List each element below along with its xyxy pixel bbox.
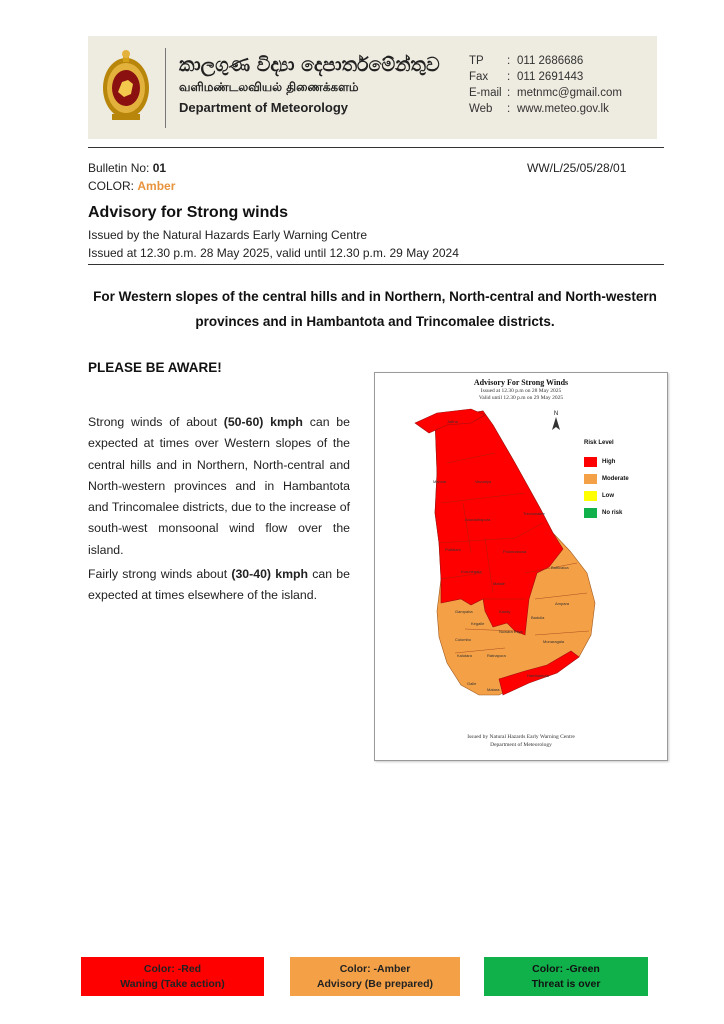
color-key-meaning: Waning (Take action) <box>120 978 225 990</box>
map-valid-line: Valid until 12.30 p.m on 29 May 2025 <box>478 395 564 401</box>
district-label: Polonnaruwa <box>503 549 527 554</box>
color-key-red <box>81 957 264 996</box>
legend-swatch <box>584 508 597 518</box>
contact-value: 011 2686686 <box>517 55 584 67</box>
advisory-title: Advisory for Strong winds <box>88 204 289 221</box>
contact-separator: : <box>507 71 511 83</box>
affected-areas-headline: For Western slopes of the central hills and in Northern, North-central and North-western provinces and in Hambantota and Trincomalee districts. <box>93 289 657 329</box>
color-key-label: Color: -Green <box>532 963 600 975</box>
map-title: Advisory For Strong Winds <box>473 378 569 387</box>
legend-item-moderate <box>584 470 629 487</box>
bulletin-number <box>88 161 166 175</box>
bulletin-number-value: 01 <box>152 161 167 175</box>
department-name-english: Department of Meteorology <box>179 100 349 115</box>
sri-lanka-map <box>375 373 669 762</box>
district-label: Colombo <box>455 637 472 642</box>
department-name-tamil: வளிமண்டலவியல் திணைக்களம் <box>179 80 359 94</box>
district-label: Matara <box>487 687 500 692</box>
district-label: Ampara <box>555 601 570 606</box>
district-label: Monaragala <box>543 639 565 644</box>
contact-key: Web <box>469 103 493 115</box>
map-issued-line: Issued at 12.30 p.m on 28 May 2025 <box>480 388 562 394</box>
contact-key: TP <box>469 55 484 67</box>
wind-speed-strong: (50-60) kmph <box>223 415 303 429</box>
advisory-paragraph-1 <box>88 412 350 561</box>
contact-key: E-mail <box>469 87 502 99</box>
district-label: Vavuniya <box>475 479 492 484</box>
contact-web <box>469 101 622 117</box>
contact-key: Fax <box>469 71 489 83</box>
legend-swatch <box>584 491 597 501</box>
advisory-validity: Issued at 12.30 p.m. 28 May 2025, valid until 12.30 p.m. 29 May 2024 <box>88 246 459 260</box>
district-label: Kegalle <box>471 621 485 626</box>
letterhead <box>88 36 657 139</box>
color-key-amber <box>290 957 460 996</box>
paragraph-text: can be expected at times over Western slopes of the central hills and in Northern, North-central and North-western provinces and in Hambantota and Trincomalee districts, due to the increase of south-west monsoonal wind flow over the island. <box>88 415 350 557</box>
map-footer-issuer: Issued by Natural Hazards Early Warning Centre <box>467 734 575 740</box>
letterhead-divider <box>165 48 166 128</box>
district-label: Matale <box>493 581 506 586</box>
legend-title: Risk Level <box>584 440 614 446</box>
bulletin-color-label: COLOR: <box>88 179 135 193</box>
advisory-issuer: Issued by the Natural Hazards Early Warning Centre <box>88 228 368 242</box>
district-label: Puttalam <box>445 547 461 552</box>
contact-separator: : <box>507 103 511 115</box>
bulletin-color-value: Amber <box>137 179 176 193</box>
legend-swatch <box>584 457 597 467</box>
district-label: Mannar <box>433 479 447 484</box>
map-footer-department: Department of Meteorology <box>490 742 552 748</box>
district-label: Gampaha <box>455 609 473 614</box>
legend-item-low <box>584 487 629 504</box>
legend-swatch <box>584 474 597 484</box>
map-legend <box>584 440 629 521</box>
color-key-green <box>484 957 648 996</box>
contact-block <box>469 53 622 117</box>
paragraph-text: can be expected at times elsewhere of the island. <box>88 567 350 603</box>
advisory-paragraph-2 <box>88 564 350 607</box>
district-label: Kandy <box>499 609 511 614</box>
district-label: Galle <box>467 681 477 686</box>
contact-email <box>469 85 622 101</box>
north-label: N <box>553 411 559 417</box>
district-label: Batticaloa <box>551 565 569 570</box>
aware-heading: PLEASE BE AWARE! <box>88 360 222 375</box>
contact-value[interactable]: metnmc@gmail.com <box>517 87 622 99</box>
legend-item-high <box>584 453 629 470</box>
risk-map <box>374 372 668 761</box>
color-key-label: Color: -Amber <box>339 963 411 975</box>
bulletin-reference: WW/L/25/05/28/01 <box>527 161 627 175</box>
contact-value[interactable]: www.meteo.gov.lk <box>517 103 609 115</box>
district-label: Ratnapura <box>487 653 506 658</box>
paragraph-text: Strong winds of about <box>88 415 224 429</box>
district-label: Kurunegala <box>461 569 482 574</box>
district-label: Nuwara Eliya <box>499 629 523 634</box>
header-rule <box>88 147 664 148</box>
district-label: Kalutara <box>457 653 472 658</box>
color-key-meaning: Threat is over <box>531 978 601 990</box>
contact-separator: : <box>507 55 511 67</box>
district-label: Badulla <box>531 615 545 620</box>
legend-label: Moderate <box>602 475 629 482</box>
bulletin-color <box>88 179 175 193</box>
contact-fax <box>469 69 622 85</box>
contact-phone <box>469 53 622 69</box>
legend-label: No risk <box>602 509 623 516</box>
legend-label: High <box>602 458 616 465</box>
wind-speed-fairly-strong: (30-40) kmph <box>231 567 309 581</box>
bulletin-number-label: Bulletin No: <box>88 161 150 175</box>
contact-separator: : <box>507 87 511 99</box>
color-key-label: Color: -Red <box>143 963 202 975</box>
legend-label: Low <box>602 492 614 499</box>
color-key-meaning: Advisory (Be prepared) <box>316 978 434 990</box>
paragraph-text: Fairly strong winds about <box>88 567 232 581</box>
title-rule <box>88 264 664 265</box>
district-label: Hambantota <box>527 673 549 678</box>
contact-value: 011 2691443 <box>517 71 584 83</box>
district-label: Jaffna <box>447 419 458 424</box>
district-label: Trincomalee <box>523 511 545 516</box>
department-name-sinhala: කාලගුණ විද්‍යා දෙපාර්තමේන්තුව <box>179 54 440 76</box>
district-label: Anuradhapura <box>465 517 491 522</box>
sri-lanka-emblem-icon <box>100 48 152 124</box>
legend-item-no-risk <box>584 504 629 521</box>
